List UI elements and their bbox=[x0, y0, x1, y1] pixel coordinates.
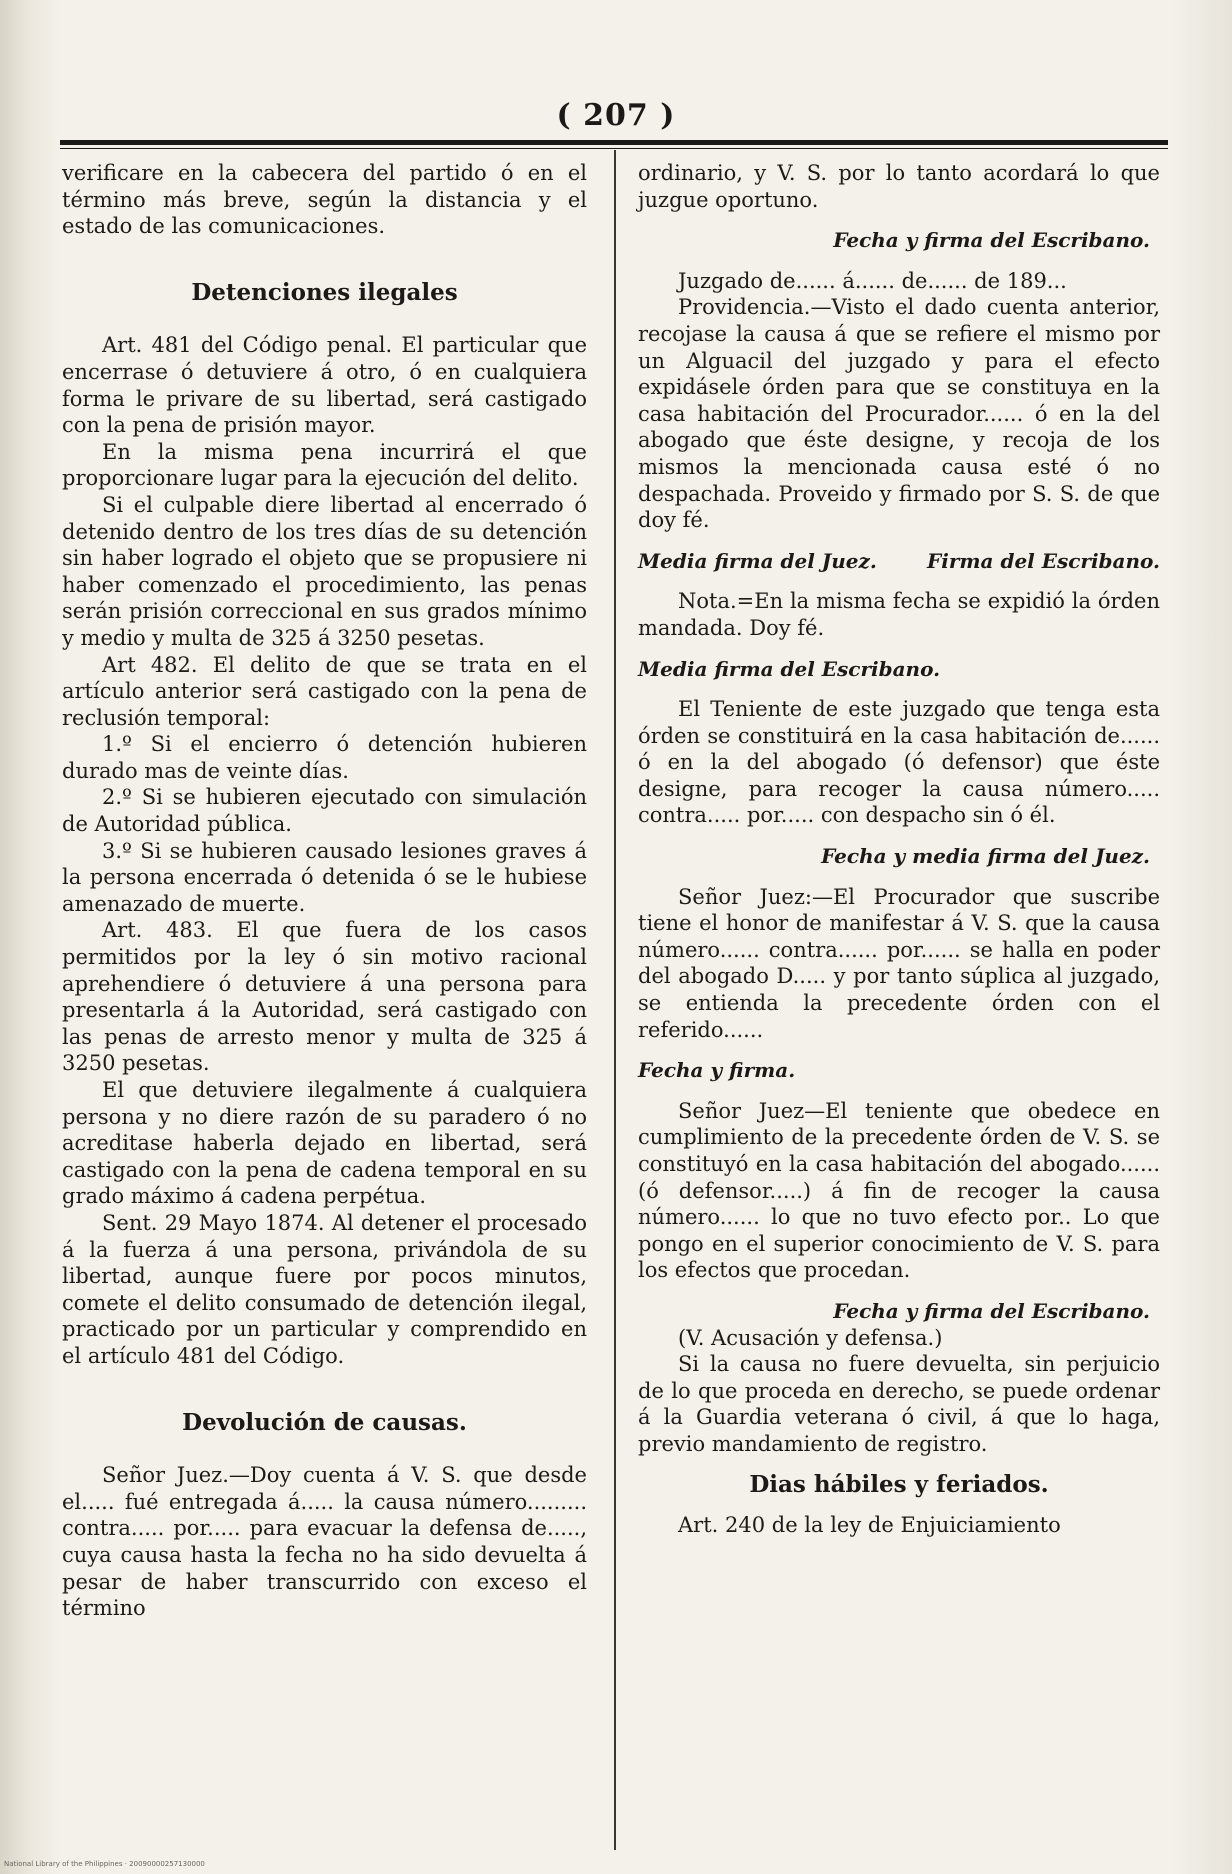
left-column bbox=[62, 160, 587, 1622]
right-column bbox=[638, 160, 1160, 1539]
section-heading-detenciones: Detenciones ilegales bbox=[191, 278, 458, 306]
paragraph: El que detuviere ilegalmente á cualquiera persona y no diere razón de su paradero ó no acreditase haberla dejado en libertad, será castigado con la pena de cadena temporal en su grado máximo á cadena perpétua. bbox=[62, 1078, 587, 1209]
paragraph: Señor Juez—El teniente que obedece en cumplimiento de la precedente órden de V. S. se constituyó en la casa habitación del abogado...... (ó defensor.....) á fin de recoger la causa número...... lo que no tuvo efecto por.. Lo que pongo en el superior conocimiento de V. S. para los efectos que procedan. bbox=[638, 1098, 1160, 1283]
paragraph: Juzgado de...... á...... de...... de 189... bbox=[678, 268, 1067, 293]
list-item: 1.º Si el encierro ó detención hubieren durado mas de veinte días. bbox=[62, 732, 587, 783]
intro-paragraph: verificare en la cabecera del partido ó en el término más breve, según la distancia y el estado de las comunicaciones. bbox=[62, 161, 587, 239]
header-rule-thin bbox=[60, 148, 1168, 149]
signature-clerk: Firma del Escribano. bbox=[927, 548, 1160, 573]
signature-line: Fecha y media firma del Juez. bbox=[821, 844, 1150, 869]
section-heading-devolucion: Devolución de causas. bbox=[182, 1408, 467, 1436]
paragraph: ordinario, y V. S. por lo tanto acordará lo que juzgue oportuno. bbox=[638, 161, 1160, 212]
paragraph: Art 482. El delito de que se trata en el artículo anterior será castigado con la pena de reclusión temporal: bbox=[62, 652, 587, 730]
paragraph: El Teniente de este juzgado que tenga esta órden se constituirá en la casa habitación de...... ó en la del abogado (ó defensor) que éste designe, para recoger la causa número..... contra..... por..... con despacho sin ó él. bbox=[638, 697, 1160, 828]
paragraph: Si el culpable diere libertad al encerrado ó detenido dentro de los tres días de su detención sin haber logrado el objeto que se propusiere ni haber comenzado el procedimiento, las penas serán prisión correccional en sus grados mínimo y medio y multa de 325 á 3250 pesetas. bbox=[62, 492, 587, 650]
column-divider bbox=[614, 150, 616, 1850]
list-item: 3.º Si se hubieren causado lesiones graves á la persona encerrada ó detenida ó se le hubiese amenazado de muerte. bbox=[62, 838, 587, 916]
scan-footer: National Library of the Philippines · 20090000257130000 bbox=[4, 1860, 205, 1868]
signature-line: Fecha y firma. bbox=[638, 1058, 796, 1083]
paragraph: Art. 483. El que fuera de los casos permitidos por la ley ó sin motivo racional aprehendiere ó detuviere á una persona para presentarla á la Autoridad, será castigado con las penas de arresto menor y multa de 325 á 3250 pesetas. bbox=[62, 918, 587, 1076]
header-rule bbox=[60, 140, 1168, 145]
paragraph: Si la causa no fuere devuelta, sin perjuicio de lo que proceda en derecho, se puede ordenar á la Guardia veterana ó civil, á que lo haga, previo mandamiento de registro. bbox=[638, 1352, 1160, 1456]
paragraph: Nota.=En la misma fecha se expidió la órden mandada. Doy fé. bbox=[638, 589, 1160, 640]
list-item: 2.º Si se hubieren ejecutado con simulación de Autoridad pública. bbox=[62, 785, 587, 837]
section-heading-dias-habiles: Dias hábiles y feriados. bbox=[749, 1470, 1049, 1498]
signature-line: Fecha y firma del Escribano. bbox=[833, 228, 1150, 253]
signature-row bbox=[638, 548, 1160, 575]
signature-judge: Media firma del Juez. bbox=[638, 548, 877, 573]
paragraph: Art. 240 de la ley de Enjuiciamiento bbox=[678, 1513, 1061, 1538]
paragraph: Señor Juez.—Doy cuenta á V. S. que desde el..... fué entregada á..... la causa número......... contra..... por..... para evacuar la defensa de....., cuya causa hasta la fecha no ha sido devuelta á pesar de haber transcurrido con exceso el término bbox=[62, 1463, 587, 1621]
paragraph: Sent. 29 Mayo 1874. Al detener el procesado á la fuerza á una persona, privándola de su libertad, aunque fuere por pocos minutos, comete el delito consumado de detención ilegal, practicado por un particular y comprendido en el artículo 481 del Código. bbox=[62, 1210, 587, 1368]
page-number: ( 207 ) bbox=[556, 98, 676, 133]
paragraph: Art. 481 del Código penal. El particular que encerrase ó detuviere á otro, ó en cualquiera forma le privare de su libertad, será castigado con la pena de prisión mayor. bbox=[62, 333, 587, 438]
paragraph: Providencia.—Visto el dado cuenta anterior, recojase la causa á que se refiere el mismo por un Alguacil del juzgado y para el efecto expidásele órden para que se constituya en la casa habitación del Procurador...... ó en la del abogado que éste designe, y recoja de los mismos la mencionada causa esté ó no despachada. Proveido y firmado por S. S. de que doy fé. bbox=[638, 295, 1160, 533]
cross-reference: (V. Acusación y defensa.) bbox=[678, 1325, 943, 1350]
paragraph: En la misma pena incurrirá el que proporcionare lugar para la ejecución del delito. bbox=[62, 439, 587, 491]
signature-line: Media firma del Escribano. bbox=[638, 656, 941, 681]
signature-line: Fecha y firma del Escribano. bbox=[833, 1298, 1150, 1323]
paragraph: Señor Juez:—El Procurador que suscribe tiene el honor de manifestar á V. S. que la causa número...... contra...... por...... se halla en poder del abogado D..... y por tanto súplica al juzgado, se entienda la precedente órden con el referido...... bbox=[638, 884, 1160, 1042]
